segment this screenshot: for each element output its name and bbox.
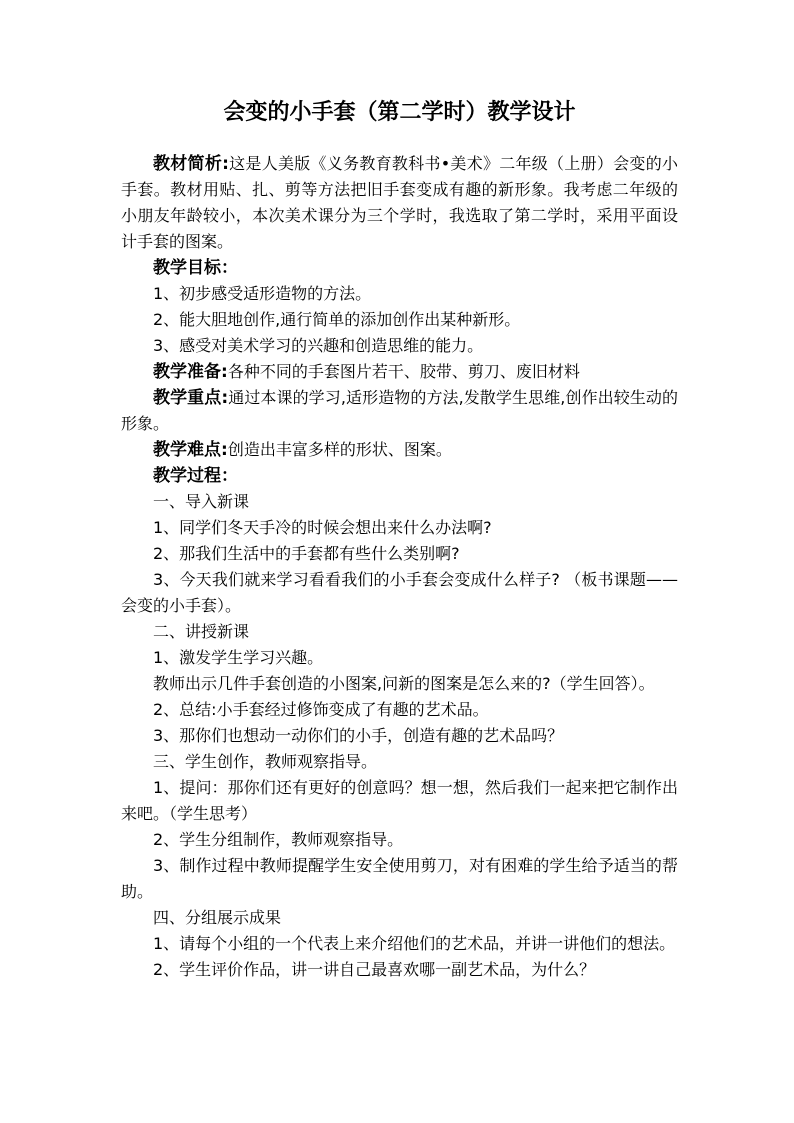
section-heading: 二、讲授新课 [153, 622, 250, 641]
section-heading: 三、学生创作，教师观察指导。 [153, 752, 378, 771]
process-item: 2、那我们生活中的手套都有些什么类别啊? [153, 544, 460, 563]
process-item: 1、激发学生学习兴趣。 [153, 648, 324, 667]
process-item: 2、学生分组制作，教师观察指导。 [153, 830, 404, 849]
goals-label: 教学目标： [153, 258, 238, 278]
preparation-label: 教学准备: [153, 362, 228, 382]
key-point-label: 教学重点: [153, 388, 229, 408]
section-heading: 一、导入新课 [153, 492, 250, 511]
key-point-paragraph [121, 385, 678, 437]
analysis-text: 这是人美版《义务教育教科书•美术》二年级（上册）会变的小手套。教材用贴、扎、剪等方法把旧手套变成有趣的新形象。我考虑二年级的小朋友年龄较小，本次美术课分为三个学时，我选取了第二学时，采用平面设计手套的图案。 [121, 154, 678, 251]
process-heading [121, 463, 678, 489]
process-item: 2、总结:小手套经过修饰变成了有趣的艺术品。 [153, 700, 489, 719]
goal-item: 2、能大胆地创作,通行简单的添加创作出某种新形。 [153, 310, 521, 329]
difficulty-label: 教学难点: [153, 440, 228, 460]
process-item: 教师出示几件手套创造的小图案,问新的图案是怎么来的?（学生回答）。 [153, 674, 655, 693]
goal-item: 1、初步感受适形造物的方法。 [153, 284, 372, 303]
process-item: 1、提问：那你们还有更好的创意吗？想一想，然后我们一起来把它制作出来吧。（学生思考） [121, 778, 678, 823]
key-point-text: 通过本课的学习,适形造物的方法,发散学生思维,创作出较生动的形象。 [121, 388, 678, 433]
process-item: 3、那你们也想动一动你们的小手，创造有趣的艺术品吗？ [153, 726, 564, 745]
process-item: 1、同学们冬天手冷的时候会想出来什么办法啊? [153, 518, 492, 537]
process-item: 2、学生评价作品，讲一讲自己最喜欢哪一副艺术品，为什么？ [153, 960, 596, 979]
process-item: 3、制作过程中教师提醒学生安全使用剪刀，对有困难的学生给予适当的帮助。 [121, 856, 678, 901]
analysis-label: 教材简析: [153, 154, 229, 174]
process-item: 1、请每个小组的一个代表上来介绍他们的艺术品，并讲一讲他们的想法。 [153, 934, 676, 953]
document-title: 会变的小手套（第二学时）教学设计 [223, 100, 576, 125]
section-heading: 四、分组展示成果 [153, 908, 282, 927]
analysis-paragraph [121, 151, 678, 255]
difficulty-text: 创造出丰富多样的形状、图案。 [227, 440, 452, 459]
goals-heading [121, 255, 678, 281]
preparation-paragraph [121, 359, 678, 385]
process-label: 教学过程： [153, 466, 238, 486]
preparation-text: 各种不同的手套图片若干、胶带、剪刀、废旧材料 [227, 362, 580, 381]
goal-item: 3、感受对美术学习的兴趣和创造思维的能力。 [153, 336, 484, 355]
difficulty-paragraph [121, 437, 678, 463]
process-item: 3、今天我们就来学习看看我们的小手套会变成什么样子? （板书课题——会变的小手套）。 [121, 570, 678, 615]
